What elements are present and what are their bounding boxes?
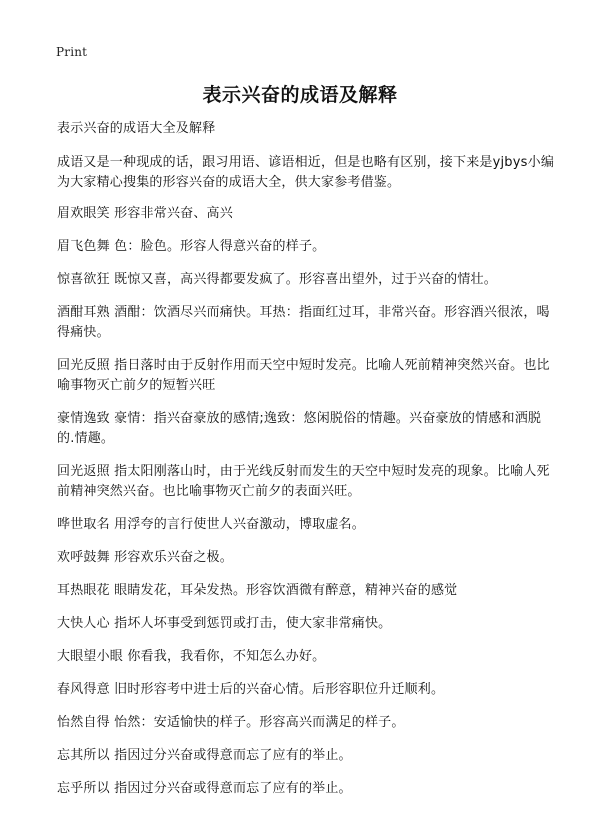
idiom-explanation: 旧时形容考中进士后的兴奋心情。后形容职位升迁顺利。: [114, 682, 445, 697]
idiom-entry: [57, 581, 557, 601]
article-subtitle: 表示兴奋的成语大全及解释: [57, 121, 216, 136]
idiom-term: 耳热眼花: [57, 583, 110, 598]
idiom-entry: [57, 204, 557, 224]
idiom-term: 忘其所以: [57, 748, 110, 763]
idiom-term: 眉欢眼笑: [57, 206, 110, 221]
idiom-term: 哗世取名: [57, 517, 110, 532]
idiom-entry: [57, 614, 557, 634]
idiom-explanation: 怡然：安适愉快的样子。形容高兴而满足的样子。: [114, 715, 405, 730]
idiom-explanation: 酒酣：饮酒尽兴而痛快。耳热：指面红过耳，非常兴奋。形容酒兴很浓，喝得痛快。: [57, 305, 550, 340]
idiom-entry: [57, 237, 557, 257]
idiom-explanation: 用浮夸的言行使世人兴奋激动，博取虚名。: [114, 517, 365, 532]
page-title: 表示兴奋的成语及解释: [202, 84, 398, 106]
article-body: [57, 119, 557, 812]
idiom-entry: [57, 462, 557, 502]
idiom-term: 豪情逸致: [57, 411, 110, 426]
idiom-explanation: 你看我，我看你，不知怎么办好。: [127, 649, 326, 664]
idiom-explanation: 眼睛发花，耳朵发热。形容饮酒微有醉意，精神兴奋的感觉: [114, 583, 458, 598]
idiom-explanation: 豪情：指兴奋豪放的感情;逸致：悠闲脱俗的情趣。兴奋豪放的情感和洒脱的.情趣。: [57, 411, 542, 446]
idiom-entry: [57, 779, 557, 799]
idiom-entry: [57, 680, 557, 700]
idiom-term: 酒酣耳熟: [57, 305, 110, 320]
idiom-entry: [57, 515, 557, 535]
idiom-term: 回光返照: [57, 464, 110, 479]
idiom-explanation: 指坏人坏事受到惩罚或打击，使大家非常痛快。: [114, 616, 392, 631]
idiom-explanation: 色：脸色。形容人得意兴奋的样子。: [114, 239, 326, 254]
idiom-explanation: 指太阳刚落山时，由于光线反射而发生的天空中短时发亮的现象。比喻人死前精神突然兴奋。也比喻事物灭亡前夕的表面兴旺。: [57, 464, 550, 499]
idiom-term: 欢呼鼓舞: [57, 550, 110, 565]
idiom-entry: [57, 746, 557, 766]
idiom-explanation: 形容欢乐兴奋之极。: [114, 550, 233, 565]
idiom-explanation: 指因过分兴奋或得意而忘了应有的举止。: [114, 748, 352, 763]
idiom-term: 大眼望小眼: [57, 649, 124, 664]
idiom-entry: [57, 303, 557, 343]
idiom-term: 眉飞色舞: [57, 239, 110, 254]
idiom-term: 回光反照: [57, 358, 110, 373]
idiom-explanation: 形容非常兴奋、高兴: [114, 206, 233, 221]
idiom-entry: [57, 356, 557, 396]
idiom-explanation: 指因过分兴奋或得意而忘了应有的举止。: [114, 781, 352, 796]
idiom-term: 忘乎所以: [57, 781, 110, 796]
idiom-explanation: 既惊又喜，高兴得都要发疯了。形容喜出望外，过于兴奋的情壮。: [114, 272, 497, 287]
intro-paragraph: 成语又是一种现成的话，跟习用语、谚语相近，但是也略有区别，接下来是yjbys小编为大家精心搜集的形容兴奋的成语大全，供大家参考借鉴。: [57, 155, 555, 190]
idiom-entry: [57, 713, 557, 733]
idiom-term: 春风得意: [57, 682, 110, 697]
idiom-term: 怡然自得: [57, 715, 110, 730]
idiom-entry: [57, 647, 557, 667]
idiom-term: 惊喜欲狂: [57, 272, 110, 287]
print-link[interactable]: Print: [56, 45, 88, 59]
idiom-explanation: 指日落时由于反射作用而天空中短时发亮。比喻人死前精神突然兴奋。也比喻事物灭亡前夕的短暂兴旺: [57, 358, 550, 393]
idiom-entry: [57, 270, 557, 290]
idiom-entry: [57, 409, 557, 449]
idiom-entry: [57, 548, 557, 568]
idiom-list: [57, 204, 557, 799]
idiom-term: 大快人心: [57, 616, 110, 631]
